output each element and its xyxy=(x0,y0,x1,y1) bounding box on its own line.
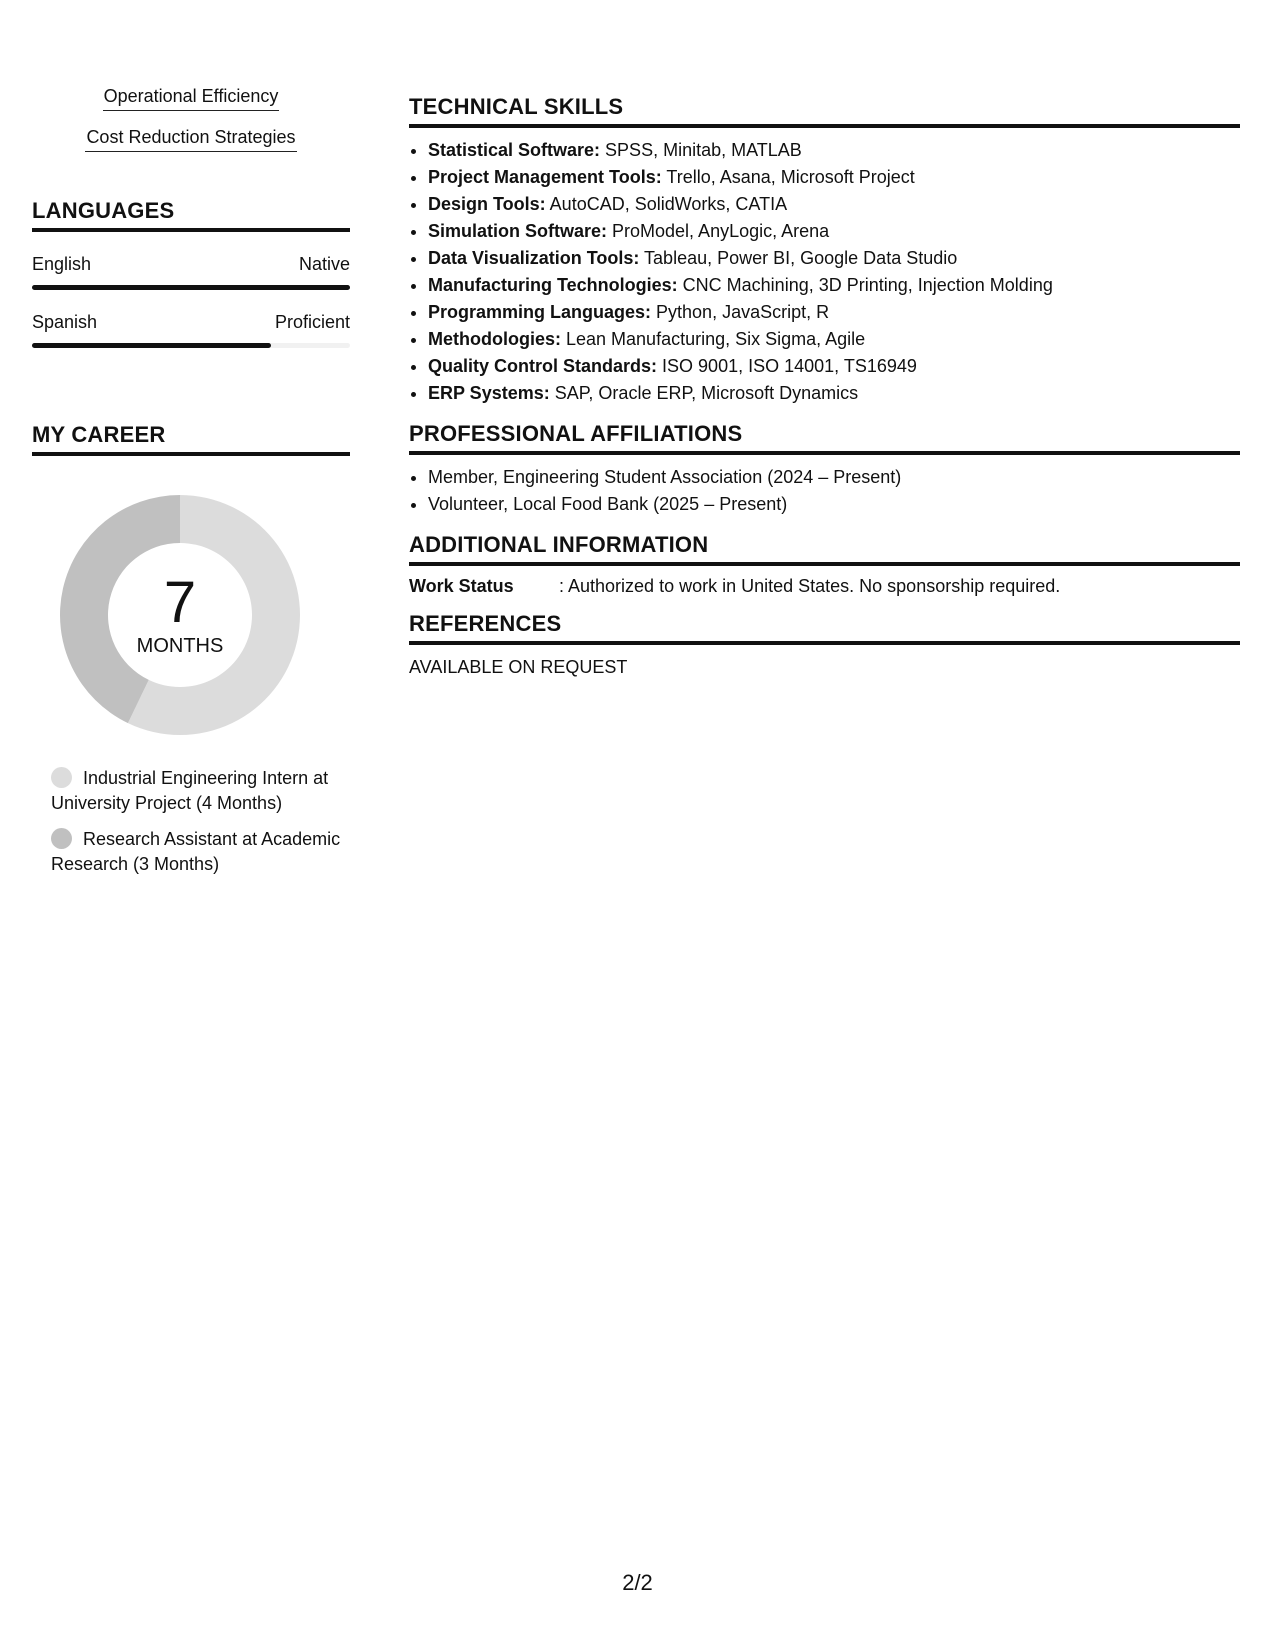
skill-tag: Cost Reduction Strategies xyxy=(85,127,296,152)
skill-values: SPSS, Minitab, MATLAB xyxy=(600,140,802,160)
skill-values: AutoCAD, SolidWorks, CATIA xyxy=(545,194,788,214)
language-item xyxy=(32,312,350,348)
skill-values: SAP, Oracle ERP, Microsoft Dynamics xyxy=(549,383,859,403)
skill-values: Tableau, Power BI, Google Data Studio xyxy=(639,248,958,268)
language-level: Native xyxy=(298,254,350,274)
donut-center xyxy=(55,490,305,740)
skill-values: ISO 9001, ISO 14001, TS16949 xyxy=(657,356,917,376)
legend-dot xyxy=(51,828,72,849)
skill-category: ERP Systems: xyxy=(428,383,550,403)
career-donut-chart xyxy=(55,490,305,740)
career-heading: MY CAREER xyxy=(32,422,350,456)
language-name: English xyxy=(32,254,92,274)
skill-category: Methodologies: xyxy=(428,329,561,349)
skill-item xyxy=(428,191,1240,218)
technical-skills-section xyxy=(409,94,1240,407)
career-total-unit: MONTHS xyxy=(136,634,224,657)
skill-values: Trello, Asana, Microsoft Project xyxy=(661,167,915,187)
list-item: • Volunteer, Local Food Bank (2025 – Present) xyxy=(428,491,1240,518)
right-column xyxy=(409,94,1240,692)
skill-item xyxy=(428,164,1240,191)
skill-category: Manufacturing Technologies: xyxy=(428,275,678,295)
language-item xyxy=(32,254,350,290)
skill-tags xyxy=(32,86,350,168)
languages-heading: LANGUAGES xyxy=(32,198,350,232)
work-status-row xyxy=(409,576,1240,597)
skill-item xyxy=(428,245,1240,272)
affiliations-section xyxy=(409,421,1240,518)
skill-category: Programming Languages: xyxy=(428,302,652,322)
skill-category: Quality Control Standards: xyxy=(428,356,658,376)
affiliations-list xyxy=(409,464,1240,518)
skill-values: CNC Machining, 3D Printing, Injection Molding xyxy=(677,275,1053,295)
language-bar-fill xyxy=(32,343,271,348)
skill-category: Statistical Software: xyxy=(428,140,601,160)
technical-skills-heading: TECHNICAL SKILLS xyxy=(409,94,1240,128)
skill-values: Python, JavaScript, R xyxy=(651,302,830,322)
language-level: Proficient xyxy=(274,312,350,332)
skill-category: Data Visualization Tools: xyxy=(428,248,640,268)
career-legend xyxy=(51,766,341,877)
skill-item xyxy=(428,326,1240,353)
left-column xyxy=(32,86,350,888)
skill-item xyxy=(428,299,1240,326)
work-status-value: : Authorized to work in United States. No sponsorship required. xyxy=(559,576,1061,596)
skill-values: Lean Manufacturing, Six Sigma, Agile xyxy=(561,329,866,349)
additional-info-heading: ADDITIONAL INFORMATION xyxy=(409,532,1240,566)
technical-skills-list xyxy=(409,137,1240,407)
legend-dot xyxy=(51,767,72,788)
references-text: AVAILABLE ON REQUEST xyxy=(409,657,628,677)
references-section xyxy=(409,611,1240,678)
page-number: 2/2 xyxy=(622,1570,653,1595)
references-heading: REFERENCES xyxy=(409,611,1240,645)
language-bar-fill xyxy=(32,285,350,290)
legend-label: Industrial Engineering Intern at University Project (4 Months) xyxy=(51,768,329,813)
skill-item xyxy=(428,353,1240,380)
affiliations-heading: PROFESSIONAL AFFILIATIONS xyxy=(409,421,1240,455)
skill-values: ProModel, AnyLogic, Arena xyxy=(607,221,830,241)
skill-category: Simulation Software: xyxy=(428,221,608,241)
career-total-number: 7 xyxy=(163,569,197,635)
skill-item xyxy=(428,137,1240,164)
legend-item xyxy=(51,766,341,816)
language-bar-track xyxy=(32,343,350,348)
work-status-label: Work Status xyxy=(409,576,514,596)
additional-info-section xyxy=(409,532,1240,597)
skill-category: Project Management Tools: xyxy=(428,167,662,187)
skill-tag: Operational Efficiency xyxy=(103,86,280,111)
skill-item xyxy=(428,272,1240,299)
skill-category: Design Tools: xyxy=(428,194,546,214)
list-item: • Member, Engineering Student Association (2024 – Present) xyxy=(428,464,1240,491)
language-name: Spanish xyxy=(32,312,98,332)
legend-item xyxy=(51,827,341,877)
legend-label: Research Assistant at Academic Research (3 Months) xyxy=(51,829,341,874)
skill-item xyxy=(428,380,1240,407)
language-bar-track xyxy=(32,285,350,290)
skill-item xyxy=(428,218,1240,245)
